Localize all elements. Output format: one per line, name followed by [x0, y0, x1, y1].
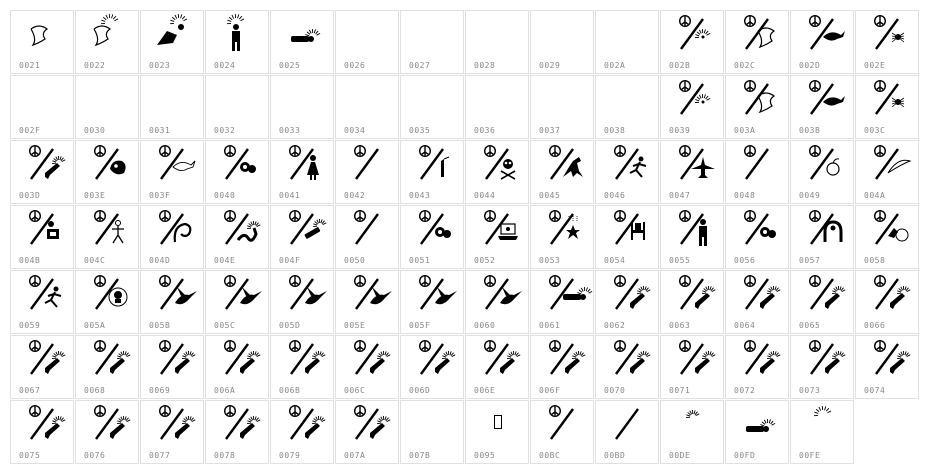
glyph-peace-skull-box-icon	[338, 143, 398, 187]
glyph-code-label: 0072	[734, 386, 756, 395]
glyph-code-label: 002A	[604, 61, 626, 70]
glyph-peace-gun-icon	[728, 338, 788, 382]
glyph-cell[interactable]	[10, 270, 74, 334]
glyph-cell[interactable]	[530, 270, 594, 334]
glyph-code-label: 006A	[214, 386, 236, 395]
glyph-cell[interactable]	[140, 270, 204, 334]
glyph-peace-gun-icon	[273, 403, 333, 447]
glyph-peace-gun-icon	[858, 338, 918, 382]
glyph-code-label: 004B	[19, 256, 41, 265]
glyph-cell[interactable]	[75, 400, 139, 464]
glyph-peace-man-icon	[663, 208, 723, 252]
glyph-code-label: 006E	[474, 386, 496, 395]
glyph-peace-hand-icon	[403, 143, 463, 187]
glyph-peace-cluster-icon	[208, 143, 268, 187]
glyph-code-label: 005C	[214, 321, 236, 330]
glyph-code-label: 0021	[19, 61, 41, 70]
glyph-spark-only-icon	[793, 403, 853, 447]
glyph-code-label: 0052	[474, 256, 496, 265]
glyph-ghost-icon	[13, 13, 73, 57]
glyph-cell[interactable]	[335, 400, 399, 464]
glyph-cell[interactable]	[400, 10, 464, 74]
glyph-code-label: 0036	[474, 126, 496, 135]
glyph-code-label: 0048	[734, 191, 756, 200]
glyph-peace-hummingbird-icon	[338, 273, 398, 317]
glyph-cell[interactable]	[595, 400, 659, 464]
glyph-peace-spark-icon	[663, 78, 723, 122]
glyph-peace-skull-ring-icon	[78, 273, 138, 317]
glyph-peace-bird-outline-icon	[143, 143, 203, 187]
glyph-cell[interactable]	[10, 335, 74, 399]
glyph-code-label: 0024	[214, 61, 236, 70]
glyph-code-label: 0051	[409, 256, 431, 265]
glyph-code-label: 0028	[474, 61, 496, 70]
glyph-code-label: 0034	[344, 126, 366, 135]
glyph-code-label: 0074	[864, 386, 886, 395]
glyph-code-label: 006D	[409, 386, 431, 395]
glyph-code-label: 0095	[474, 451, 496, 460]
glyph-cell[interactable]	[530, 140, 594, 204]
glyph-peace-spider-icon	[858, 78, 918, 122]
glyph-code-label: 0037	[539, 126, 561, 135]
glyph-cell[interactable]	[790, 140, 854, 204]
glyph-cell[interactable]	[270, 400, 334, 464]
glyph-cell[interactable]	[790, 335, 854, 399]
glyph-code-label: 003F	[149, 191, 171, 200]
glyph-peace-gun-icon	[598, 273, 658, 317]
glyph-peace-gun-icon	[533, 338, 593, 382]
glyph-cell[interactable]	[400, 400, 464, 464]
glyph-cell[interactable]	[270, 140, 334, 204]
glyph-peace-dollar-icon	[858, 208, 918, 252]
glyph-code-label: 0056	[734, 256, 756, 265]
glyph-peace-hummingbird-icon	[403, 273, 463, 317]
glyph-code-label: 0073	[799, 386, 821, 395]
glyph-cell[interactable]	[660, 400, 724, 464]
glyph-code-label: 0057	[799, 256, 821, 265]
glyph-code-label: 0025	[279, 61, 301, 70]
glyph-code-label: 007A	[344, 451, 366, 460]
glyph-cell[interactable]	[75, 205, 139, 269]
glyph-cell[interactable]	[140, 75, 204, 139]
glyph-peace-hummingbird-icon	[273, 273, 333, 317]
glyph-peace-fruit-icon	[793, 143, 853, 187]
glyph-code-label: 005B	[149, 321, 171, 330]
glyph-code-label: 0065	[799, 321, 821, 330]
glyph-cell[interactable]	[270, 270, 334, 334]
glyph-code-label: 003E	[84, 191, 106, 200]
glyph-peace-gun-icon	[143, 403, 203, 447]
glyph-code-label: 0058	[864, 256, 886, 265]
glyph-code-label: 002F	[19, 126, 41, 135]
glyph-peace-curl-icon	[143, 208, 203, 252]
glyph-code-label: 0043	[409, 191, 431, 200]
glyph-cell[interactable]	[465, 400, 529, 464]
glyph-code-label: 005E	[344, 321, 366, 330]
glyph-code-label: 0045	[539, 191, 561, 200]
glyph-code-label: 0050	[344, 256, 366, 265]
glyph-code-label: 0026	[344, 61, 366, 70]
glyph-code-label: 0022	[84, 61, 106, 70]
glyph-cell[interactable]	[465, 75, 529, 139]
glyph-cell[interactable]	[335, 335, 399, 399]
glyph-peace-gun-icon	[663, 273, 723, 317]
glyph-cell[interactable]	[140, 10, 204, 74]
glyph-cell[interactable]	[270, 10, 334, 74]
glyph-peace-snake-icon	[208, 208, 268, 252]
glyph-code-label: 0047	[669, 191, 691, 200]
glyph-code-label: 0059	[19, 321, 41, 330]
glyph-spark-ghost-icon	[78, 13, 138, 57]
glyph-cell[interactable]	[140, 140, 204, 204]
glyph-peace-gun-icon	[858, 273, 918, 317]
glyph-cell[interactable]	[660, 140, 724, 204]
glyph-cell[interactable]	[530, 10, 594, 74]
glyph-peace-tool-icon	[273, 208, 333, 252]
glyph-code-label: 0040	[214, 191, 236, 200]
glyph-peace-gun-icon	[13, 403, 73, 447]
glyph-cell[interactable]	[855, 75, 919, 139]
glyph-lying-icon	[273, 13, 333, 57]
glyph-cell[interactable]	[205, 140, 269, 204]
glyph-cell[interactable]	[595, 10, 659, 74]
glyph-cell[interactable]	[75, 10, 139, 74]
glyph-man-icon	[208, 13, 268, 57]
glyph-cell[interactable]	[530, 75, 594, 139]
glyph-peace-skull-icon	[468, 143, 528, 187]
glyph-cell[interactable]	[725, 270, 789, 334]
glyph-cell[interactable]	[660, 270, 724, 334]
glyph-slash-only-icon	[598, 403, 658, 447]
glyph-cell[interactable]	[660, 205, 724, 269]
glyph-code-label: 0070	[604, 386, 626, 395]
glyph-code-label: 0076	[84, 451, 106, 460]
glyph-peace-bird-icon	[793, 13, 853, 57]
glyph-cell[interactable]	[75, 140, 139, 204]
glyph-code-label: 002D	[799, 61, 821, 70]
glyph-code-label: 00FD	[734, 451, 756, 460]
glyph-cell[interactable]	[855, 140, 919, 204]
glyph-code-label: 0078	[214, 451, 236, 460]
glyph-cell[interactable]	[530, 205, 594, 269]
glyph-code-label: 0044	[474, 191, 496, 200]
glyph-cell[interactable]	[465, 270, 529, 334]
glyph-cell[interactable]	[595, 205, 659, 269]
glyph-code-label: 002B	[669, 61, 691, 70]
glyph-cell[interactable]	[855, 335, 919, 399]
glyph-cell[interactable]	[75, 335, 139, 399]
glyph-peace-wing-icon	[858, 143, 918, 187]
glyph-cell[interactable]	[205, 75, 269, 139]
glyph-peace-lying-icon	[533, 273, 593, 317]
glyph-peace-gun-icon	[78, 403, 138, 447]
glyph-code-label: 0053	[539, 256, 561, 265]
glyph-cell[interactable]	[790, 75, 854, 139]
glyph-code-label: 0046	[604, 191, 626, 200]
character-map-grid	[10, 10, 920, 465]
glyph-peace-gun-icon	[13, 338, 73, 382]
glyph-code-label: 005F	[409, 321, 431, 330]
glyph-peace-horseshoe-icon	[793, 208, 853, 252]
glyph-cell[interactable]	[10, 75, 74, 139]
glyph-cell[interactable]	[335, 270, 399, 334]
glyph-cell[interactable]	[270, 335, 334, 399]
glyph-code-label: 0035	[409, 126, 431, 135]
glyph-code-label: 0063	[669, 321, 691, 330]
glyph-code-label: 0062	[604, 321, 626, 330]
glyph-code-label: 0069	[149, 386, 171, 395]
glyph-peace-spider-icon	[858, 13, 918, 57]
glyph-peace-gun-icon	[273, 338, 333, 382]
glyph-peace-gun-icon	[13, 143, 73, 187]
glyph-code-label: 004F	[279, 256, 301, 265]
glyph-code-label: 0071	[669, 386, 691, 395]
glyph-peace-gun-icon	[338, 403, 398, 447]
glyph-cell[interactable]	[335, 140, 399, 204]
glyph-peace-spark-icon	[663, 13, 723, 57]
glyph-peace-gun-icon	[403, 338, 463, 382]
glyph-cell[interactable]	[530, 335, 594, 399]
glyph-code-label: 00BC	[539, 451, 561, 460]
glyph-code-label: 0066	[864, 321, 886, 330]
glyph-cell[interactable]	[140, 335, 204, 399]
glyph-code-label: 0029	[539, 61, 561, 70]
glyph-lying-icon	[728, 403, 788, 447]
glyph-peace-bird-icon	[793, 78, 853, 122]
glyph-cell[interactable]	[595, 335, 659, 399]
glyph-peace-skull-box-icon	[338, 208, 398, 252]
glyph-code-label: 004A	[864, 191, 886, 200]
glyph-peace-cluster-icon	[728, 208, 788, 252]
glyph-peace-gun-icon	[663, 338, 723, 382]
glyph-peace-gun-icon	[793, 273, 853, 317]
glyph-peace-hummingbird-icon	[143, 273, 203, 317]
glyph-code-label: 0039	[669, 126, 691, 135]
glyph-cell[interactable]	[725, 335, 789, 399]
glyph-code-label: 0061	[539, 321, 561, 330]
glyph-cell[interactable]	[725, 75, 789, 139]
glyph-code-label: 003B	[799, 126, 821, 135]
glyph-cell[interactable]	[725, 205, 789, 269]
glyph-code-label: 0067	[19, 386, 41, 395]
glyph-peace-gun-icon	[468, 338, 528, 382]
glyph-peace-skull-box-icon	[728, 143, 788, 187]
glyph-cell[interactable]	[205, 400, 269, 464]
glyph-code-label: 005D	[279, 321, 301, 330]
glyph-code-label: 0068	[84, 386, 106, 395]
glyph-code-label: 0038	[604, 126, 626, 135]
glyph-code-label: 0027	[409, 61, 431, 70]
glyph-cell[interactable]	[270, 205, 334, 269]
glyph-cell[interactable]	[595, 75, 659, 139]
glyph-peace-star-icon	[533, 208, 593, 252]
glyph-cell[interactable]	[205, 335, 269, 399]
glyph-peace-only-icon	[533, 403, 593, 447]
glyph-code-label: 006C	[344, 386, 366, 395]
glyph-code-label: 0077	[149, 451, 171, 460]
glyph-code-label: 0041	[279, 191, 301, 200]
glyph-cell[interactable]	[10, 400, 74, 464]
glyph-cell[interactable]	[400, 335, 464, 399]
glyph-cell[interactable]	[270, 75, 334, 139]
glyph-cell[interactable]	[660, 10, 724, 74]
glyph-peace-runner-icon	[13, 273, 73, 317]
glyph-cell[interactable]	[465, 335, 529, 399]
glyph-code-label: 00FE	[799, 451, 821, 460]
glyph-cell[interactable]	[205, 205, 269, 269]
glyph-cell[interactable]	[335, 205, 399, 269]
glyph-cell[interactable]	[855, 10, 919, 74]
glyph-peace-gun-icon	[728, 273, 788, 317]
glyph-code-label: 005A	[84, 321, 106, 330]
glyph-cell[interactable]	[465, 140, 529, 204]
glyph-code-label: 007B	[409, 451, 431, 460]
glyph-code-label: 0075	[19, 451, 41, 460]
glyph-peace-gun-icon	[143, 338, 203, 382]
glyph-cell[interactable]	[400, 75, 464, 139]
glyph-cell[interactable]	[855, 270, 919, 334]
glyph-cell[interactable]	[595, 270, 659, 334]
glyph-cell[interactable]	[530, 400, 594, 464]
glyph-code-label: 0049	[799, 191, 821, 200]
glyph-cell[interactable]	[465, 205, 529, 269]
glyph-cell[interactable]	[335, 10, 399, 74]
glyph-peace-blob-icon	[78, 143, 138, 187]
glyph-cell[interactable]	[790, 400, 854, 464]
glyph-cell[interactable]	[660, 335, 724, 399]
glyph-code-label: 003D	[19, 191, 41, 200]
glyph-peace-gun-icon	[598, 338, 658, 382]
glyph-code-label: 0032	[214, 126, 236, 135]
glyph-cell[interactable]	[465, 10, 529, 74]
glyph-peace-gun-icon	[208, 338, 268, 382]
glyph-peace-gun-icon	[793, 338, 853, 382]
glyph-cell[interactable]	[75, 75, 139, 139]
glyph-cell[interactable]	[725, 400, 789, 464]
glyph-code-label: 00DE	[669, 451, 691, 460]
glyph-code-label: 0079	[279, 451, 301, 460]
glyph-peace-gun-icon	[78, 338, 138, 382]
glyph-code-label: 0030	[84, 126, 106, 135]
glyph-code-label: 003A	[734, 126, 756, 135]
glyph-code-label: 0054	[604, 256, 626, 265]
glyph-code-label: 0023	[149, 61, 171, 70]
glyph-cell[interactable]	[140, 205, 204, 269]
glyph-cell[interactable]	[660, 75, 724, 139]
glyph-peace-laptop-icon	[468, 208, 528, 252]
glyph-peace-gun-icon	[208, 403, 268, 447]
glyph-peace-hummingbird-icon	[468, 273, 528, 317]
glyph-peace-hummingbird-icon	[208, 273, 268, 317]
glyph-code-label: 0064	[734, 321, 756, 330]
glyph-cell[interactable]	[400, 140, 464, 204]
glyph-code-label: 00BD	[604, 451, 626, 460]
glyph-cell[interactable]	[10, 205, 74, 269]
glyph-cell[interactable]	[205, 10, 269, 74]
glyph-cell[interactable]	[790, 205, 854, 269]
glyph-code-label: 003C	[864, 126, 886, 135]
glyph-cell[interactable]	[725, 140, 789, 204]
glyph-cell[interactable]	[595, 140, 659, 204]
glyph-peace-box-icon	[13, 208, 73, 252]
glyph-code-label: 0055	[669, 256, 691, 265]
glyph-peace-ghost-icon	[728, 13, 788, 57]
glyph-cell[interactable]	[205, 270, 269, 334]
glyph-peace-gun-icon	[338, 338, 398, 382]
glyph-cell[interactable]	[10, 140, 74, 204]
glyph-code-label: 0042	[344, 191, 366, 200]
glyph-cell[interactable]	[400, 205, 464, 269]
glyph-cell[interactable]	[75, 270, 139, 334]
glyph-cell[interactable]	[725, 10, 789, 74]
glyph-cell[interactable]	[790, 270, 854, 334]
glyph-peace-woman-icon	[273, 143, 333, 187]
glyph-peace-ghost-icon	[728, 78, 788, 122]
glyph-code-label: 0060	[474, 321, 496, 330]
glyph-peace-cluster-icon	[403, 208, 463, 252]
glyph-cell[interactable]	[855, 205, 919, 269]
glyph-spark-small-icon	[663, 403, 723, 447]
glyph-code-label: 004D	[149, 256, 171, 265]
glyph-code-label: 002E	[864, 61, 886, 70]
glyph-peace-walker-icon	[78, 208, 138, 252]
glyph-cell[interactable]	[140, 400, 204, 464]
glyph-peace-plane-icon	[663, 143, 723, 187]
glyph-peace-chair-icon	[598, 208, 658, 252]
glyph-code-label: 0033	[279, 126, 301, 135]
glyph-code-label: 004E	[214, 256, 236, 265]
glyph-cell[interactable]	[10, 10, 74, 74]
glyph-code-label: 002C	[734, 61, 756, 70]
glyph-cell[interactable]	[790, 10, 854, 74]
glyph-code-label: 0031	[149, 126, 171, 135]
glyph-peace-dino-icon	[533, 143, 593, 187]
missing-glyph-icon	[494, 415, 502, 429]
glyph-code-label: 006B	[279, 386, 301, 395]
glyph-peace-runner-icon	[598, 143, 658, 187]
glyph-falling-icon	[143, 13, 203, 57]
glyph-cell[interactable]	[400, 270, 464, 334]
glyph-code-label: 006F	[539, 386, 561, 395]
glyph-cell[interactable]	[335, 75, 399, 139]
glyph-code-label: 004C	[84, 256, 106, 265]
